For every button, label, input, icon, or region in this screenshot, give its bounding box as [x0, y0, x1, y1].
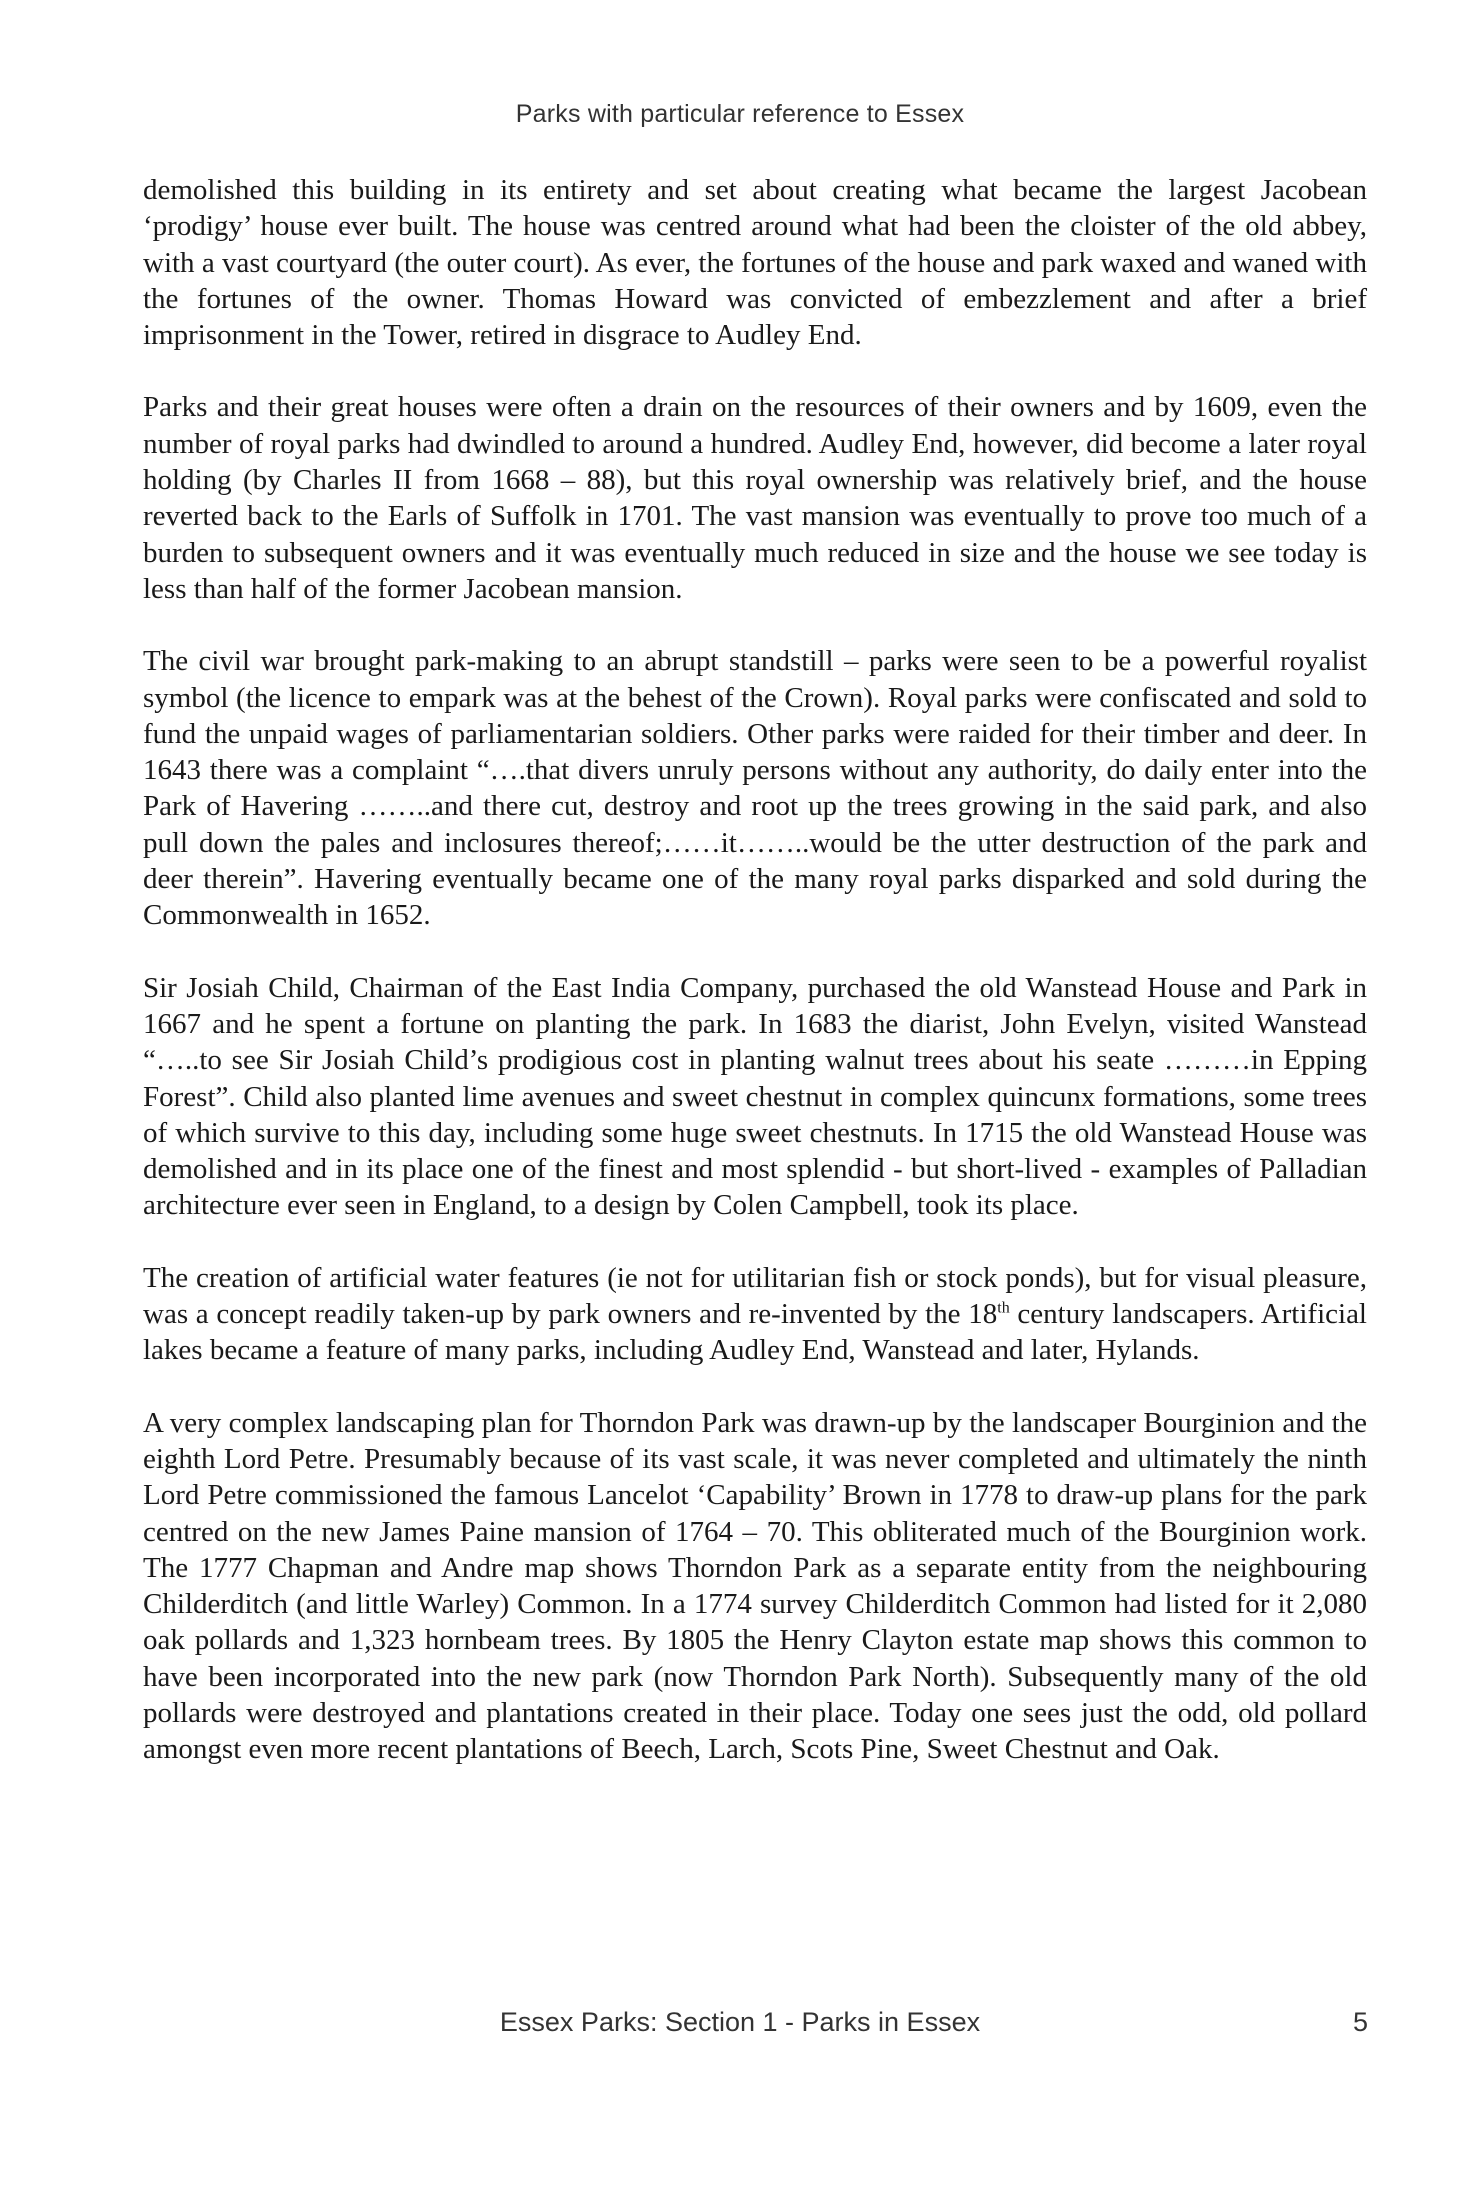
paragraph-audley-end-building: demolished this building in its entirety and set about creating what became the largest Jacobean ‘prodigy’ house ever built. The house was centred around what had been the cloister of the old abbey, with a vast courtyard (the outer court). As ever, the fortunes of the house and park waxed and waned with the fortunes of the owner. Thomas Howard was convicted of embezzlement and after a brief imprisonment in the Tower, retired in disgrace to Audley End.: [143, 174, 1367, 352]
page-number: 5: [1352, 2007, 1368, 2037]
paragraph-water-features: [143, 1260, 1367, 1369]
footer-title: Essex Parks: Section 1 - Parks in Essex: [499, 2007, 981, 2037]
body-text: [143, 172, 1367, 1768]
ordinal-superscript: th: [997, 1299, 1010, 1317]
paragraph-wanstead: Sir Josiah Child, Chairman of the East India Company, purchased the old Wanstead House and Park in 1667 and he spent a fortune on planting the park. In 1683 the diarist, John Evelyn, visited Wanstead “…..to see Sir Josiah Child’s prodigious cost in planting walnut trees about his seate ………in Epping Forest”. Child also planted lime avenues and sweet chestnut in complex quincunx formations, some trees of which survive to this day, including some huge sweet chestnuts. In 1715 the old Wanstead House was demolished and in its place one of the finest and most splendid - but short-lived - examples of Palladian architecture ever seen in England, to a design by Colen Campbell, took its place.: [143, 971, 1367, 1222]
paragraph-civil-war: The civil war brought park-making to an abrupt standstill – parks were seen to be a powerful royalist symbol (the licence to empark was at the behest of the Crown). Royal parks were confiscated and sold to fund the unpaid wages of parliamentarian soldiers. Other parks were raided for their timber and deer. In 1643 there was a complaint “….that divers unruly persons without any authority, do daily enter into the Park of Havering ……..and there cut, destroy and root up the trees growing in the said park, and also pull down the pales and inclosures thereof;……it……..would be the utter destruction of the park and deer therein”. Havering eventually became one of the many royal parks disparked and sold during the Commonwealth in 1652.: [143, 645, 1367, 932]
paragraph-water-features-part-1: The creation of artificial water features (ie not for utilitarian fish or stock ponds), but for visual pleasure, was a concept readily taken-up by park owners and re-invented by the 18: [143, 1261, 1367, 1331]
running-header: Parks with particular reference to Essex: [515, 100, 965, 128]
paragraph-water-features-part-2: century landscapers. Artificial lakes became a feature of many parks, including Audley End, Wanstead and later, Hylands.: [143, 1298, 1367, 1367]
paragraph-thorndon-park: A very complex landscaping plan for Thorndon Park was drawn-up by the landscaper Bourginion and the eighth Lord Petre. Presumably because of its vast scale, it was never completed and ultimately the ninth Lord Petre commissioned the famous Lancelot ‘Capability’ Brown in 1778 to draw-up plans for the park centred on the new James Paine mansion of 1764 – 70. This obliterated much of the Bourginion work. The 1777 Chapman and Andre map shows Thorndon Park as a separate entity from the neighbouring Childerditch (and little Warley) Common. In a 1774 survey Childerditch Common had listed for it 2,080 oak pollards and 1,323 hornbeam trees. By 1805 the Henry Clayton estate map shows this common to have been incorporated into the new park (now Thorndon Park North). Subsequently many of the old pollards were destroyed and plantations created in their place. Today one sees just the odd, old pollard amongst even more recent plantations of Beech, Larch, Scots Pine, Sweet Chestnut and Oak.: [143, 1406, 1367, 1766]
paragraph-royal-parks-decline: Parks and their great houses were often a drain on the resources of their owners and by 1609, even the number of royal parks had dwindled to around a hundred. Audley End, however, did become a later royal holding (by Charles II from 1668 – 88), but this royal ownership was relatively brief, and the house reverted back to the Earls of Suffolk in 1701. The vast mansion was eventually to prove too much of a burden to subsequent owners and it was eventually much reduced in size and the house we see today is less than half of the former Jacobean mansion.: [143, 391, 1367, 605]
